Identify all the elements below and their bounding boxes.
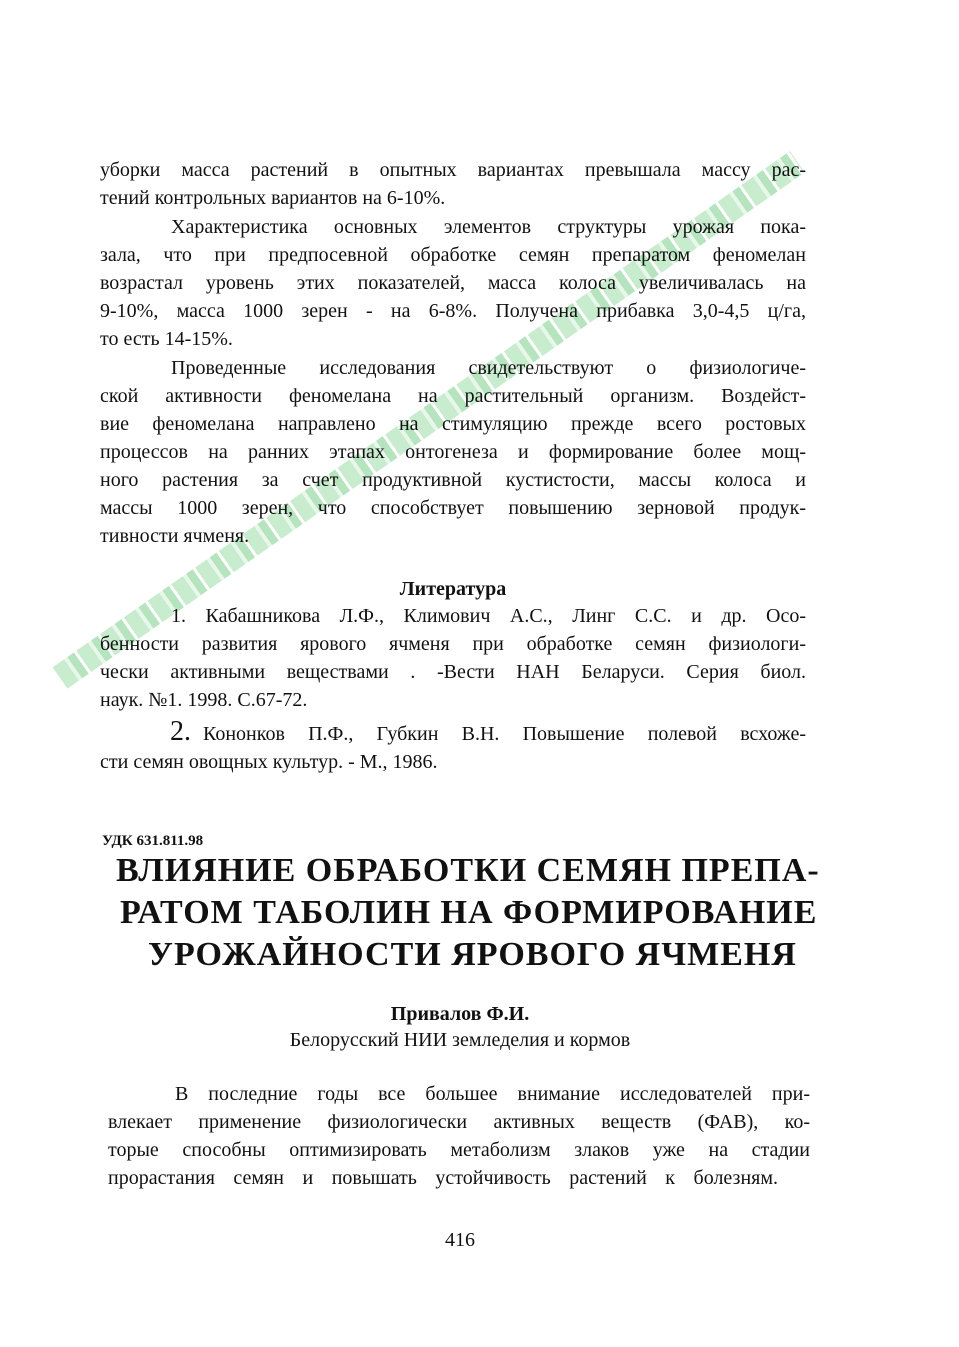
reference-line: сти семян овощных культур. - М., 1986. bbox=[100, 751, 438, 773]
paragraph3-line: ного растения за счет продуктивной кустистости, массы колоса и bbox=[100, 469, 806, 491]
reference-line: наук. №1. 1998. С.67-72. bbox=[100, 689, 308, 711]
paragraph3-line: ской активности феномелана на растительный организм. Воздейст- bbox=[100, 385, 806, 407]
paragraph2-line: Характеристика основных элементов структуры урожая пока- bbox=[171, 216, 806, 238]
intro-line: В последние годы все большее внимание исследователей при- bbox=[175, 1083, 810, 1105]
paragraph1-line: уборки масса растений в опытных вариантах превышала массу рас- bbox=[100, 159, 806, 181]
intro-line: торые способны оптимизировать метаболизм злаков уже на стадии bbox=[108, 1139, 810, 1161]
article-title-line: РАТОМ ТАБОЛИН НА ФОРМИРОВАНИЕ bbox=[120, 894, 818, 931]
intro-line: влекает применение физиологически активных веществ (ФАВ), ко- bbox=[108, 1111, 810, 1133]
article-title-line: ВЛИЯНИЕ ОБРАБОТКИ СЕМЯН ПРЕПА- bbox=[116, 852, 820, 889]
article-author: Привалов Ф.И. bbox=[390, 1003, 530, 1025]
paragraph2-line: возрастал уровень этих показателей, масса колоса увеличивалась на bbox=[100, 272, 806, 294]
paragraph2-line: то есть 14-15%. bbox=[100, 328, 233, 350]
paragraph2-line: зала, что при предпосевной обработке семян препаратом феномелан bbox=[100, 244, 806, 266]
reference-line: Кононков П.Ф., Губкин В.Н. Повышение полевой всхоже- bbox=[203, 723, 806, 745]
paragraph3-line: вие феномелана направлено на стимуляцию прежде всего ростовых bbox=[100, 413, 806, 435]
reference-number: 2. bbox=[170, 716, 191, 747]
paragraph3-line: Проведенные исследования свидетельствуют о физиологиче- bbox=[171, 357, 806, 379]
reference-line: бенности развития ярового ячменя при обработке семян физиологи- bbox=[100, 633, 806, 655]
intro-line: прорастания семян и повышать устойчивость растений к болезням. bbox=[108, 1167, 778, 1189]
paragraph3-line: тивности ячменя. bbox=[100, 525, 250, 547]
paragraph3-line: массы 1000 зерен, что способствует повышению зерновой продук- bbox=[100, 497, 806, 519]
article-affiliation: Белорусский НИИ земледелия и кормов bbox=[289, 1029, 631, 1051]
reference-line: чески активными веществами . -Вести НАН Беларуси. Серия биол. bbox=[100, 661, 806, 683]
udk-code: УДК 631.811.98 bbox=[102, 833, 204, 849]
paragraph2-line: 9-10%, масса 1000 зерен - на 6-8%. Получена прибавка 3,0-4,5 ц/га, bbox=[100, 300, 806, 322]
page-number: 416 bbox=[445, 1229, 475, 1251]
paragraph3-line: процессов на ранних этапах онтогенеза и формирование более мощ- bbox=[100, 441, 806, 463]
reference-line: 1. Кабашникова Л.Ф., Климович А.С., Линг С.С. и др. Осо- bbox=[171, 605, 806, 627]
paragraph1-line: тений контрольных вариантов на 6-10%. bbox=[100, 187, 446, 209]
article-title-line: УРОЖАЙНОСТИ ЯРОВОГО ЯЧМЕНЯ bbox=[148, 936, 797, 973]
literature-heading: Литература bbox=[399, 578, 507, 600]
